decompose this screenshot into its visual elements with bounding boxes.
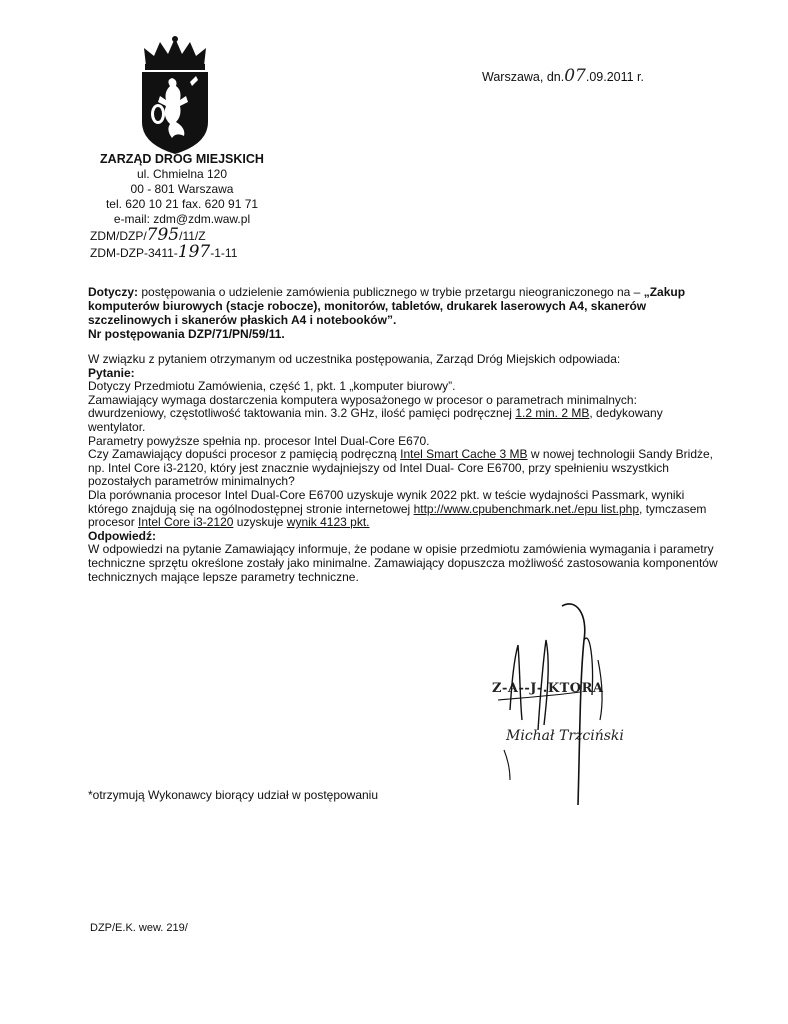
reference-line-1 (90, 225, 237, 245)
procedure-number: Nr postępowania DZP/71/PN/59/11. (88, 327, 285, 341)
q4-underlined: Intel Smart Cache 3 MB (400, 447, 528, 462)
question-paragraph-5 (88, 489, 718, 530)
document-reference: DZP/E.K. wew. 219/ (90, 922, 188, 934)
subject-text: postępowania o udzielenie zamówienia publicznego w trybie przetargu nieograniczonego na – (141, 285, 641, 299)
sender-email: e-mail: zdm@zdm.waw.pl (113, 212, 251, 226)
place-date-prefix: Warszawa, dn. (482, 70, 565, 84)
ref2-prefix: ZDM-DZP-3411- (90, 246, 178, 260)
sender-phone: tel. 620 10 21 fax. 620 91 71 (105, 197, 259, 211)
svg-text:Z-A--J-.KTORA: Z-A--J-.KTORA (492, 681, 604, 696)
sender-org: ZARZĄD DRÓG MIEJSKICH (100, 152, 264, 166)
ref2-handwritten-number: 197 (177, 242, 211, 262)
q5-text-b: , tymczasem procesor (88, 501, 707, 530)
coat-of-arms-logo (136, 36, 214, 156)
question-line-1: Dotyczy Przedmiotu Zamówienia, część 1, pkt. 1 „komputer biurowy”. (88, 379, 456, 394)
sender-address (84, 152, 280, 227)
question-label: Pytanie: (88, 365, 135, 380)
place-date (482, 66, 644, 86)
q2-underlined: 1.2 min. 2 MB (515, 406, 590, 421)
q2-text-b: , dedykowany wentylator. (88, 406, 663, 434)
question-line-3: Parametry powyższe spełnia np. procesor Intel Dual-Core E670. (88, 433, 430, 448)
q5-text-c: uzyskuje (236, 515, 284, 530)
q4-text-a: Czy Zamawiający dopuści procesor z pamięcią podręczną (88, 447, 397, 462)
subject-block (88, 285, 728, 341)
intro-paragraph: W związku z pytaniem otrzymanym od uczestnika postępowania, Zarząd Dróg Miejskich odpowiada: (88, 352, 621, 366)
reference-line-2 (90, 242, 238, 262)
svg-text:Michał Trzciński: Michał Trzciński (506, 728, 624, 744)
answer-label: Odpowiedź: (88, 528, 156, 543)
q5-text-a: Dla porównania procesor Intel Dual-Core E6700 uzyskuje wynik 2022 pkt. w teście wydajności Passmark, wyniki którego znajdują się na ogólnodostępnej stronie internetowej (88, 487, 685, 516)
question-paragraph-4 (88, 448, 718, 489)
answer-paragraph: W odpowiedzi na pytanie Zamawiający informuje, że podane w opisie przedmiotu zamówienia wymagania i parametry techniczne sprzętu określone zostały jako minimalne. Zamawiający dopuszcza możliwość zastosowania komponentów technicznych mające lepsze parametry techniczne. (88, 542, 718, 584)
ref1-suffix: /11/Z (179, 229, 206, 243)
ref2-suffix: -1-11 (210, 246, 238, 260)
ref1-handwritten-number: 795 (146, 225, 180, 245)
signature-stamp (480, 600, 640, 815)
subject-title: „Zakup komputerów biurowych (stacje robocze), monitorów, tabletów, drukarek laserowych A4, skanerów szczelinowych i skanerów płaskich A4 i notebooków”. (88, 285, 686, 327)
q5-underlined-score: wynik 4123 pkt. (286, 515, 370, 530)
footnote: *otrzymują Wykonawcy biorący udział w postępowaniu (88, 788, 379, 802)
q4-text-b: w nowej technologii Sandy Bridże, np. Intel Core i3-2120, który jest znacznie wydajniejszy od Intel Dual- Core E6700, przy spełnieniu wszystkich pozostałych parametrów minimalnych? (88, 447, 713, 489)
handwritten-day: 07 (564, 66, 586, 86)
sender-street: ul. Chmielna 120 (136, 167, 228, 181)
benchmark-link[interactable]: http://www.cpubenchmark.net./epu list.php (413, 501, 640, 516)
ref1-prefix: ZDM/DZP/ (90, 229, 147, 243)
q5-underlined-processor: Intel Core i3-2120 (138, 515, 234, 530)
question-paragraph-2 (88, 394, 718, 435)
sender-postal: 00 - 801 Warszawa (130, 182, 234, 196)
place-date-suffix: .09.2011 r. (585, 70, 644, 84)
letter-body (88, 353, 718, 584)
q2-text-a: Zamawiający wymaga dostarczenia komputera wyposażonego w procesor o parametrach minimalnych: dwurdzeniowy, częstotliwość taktowania min. 3.2 GHz, ilość pamięci podręcznej (88, 392, 637, 421)
reference-numbers (90, 225, 238, 262)
subject-label: Dotyczy: (88, 285, 139, 299)
